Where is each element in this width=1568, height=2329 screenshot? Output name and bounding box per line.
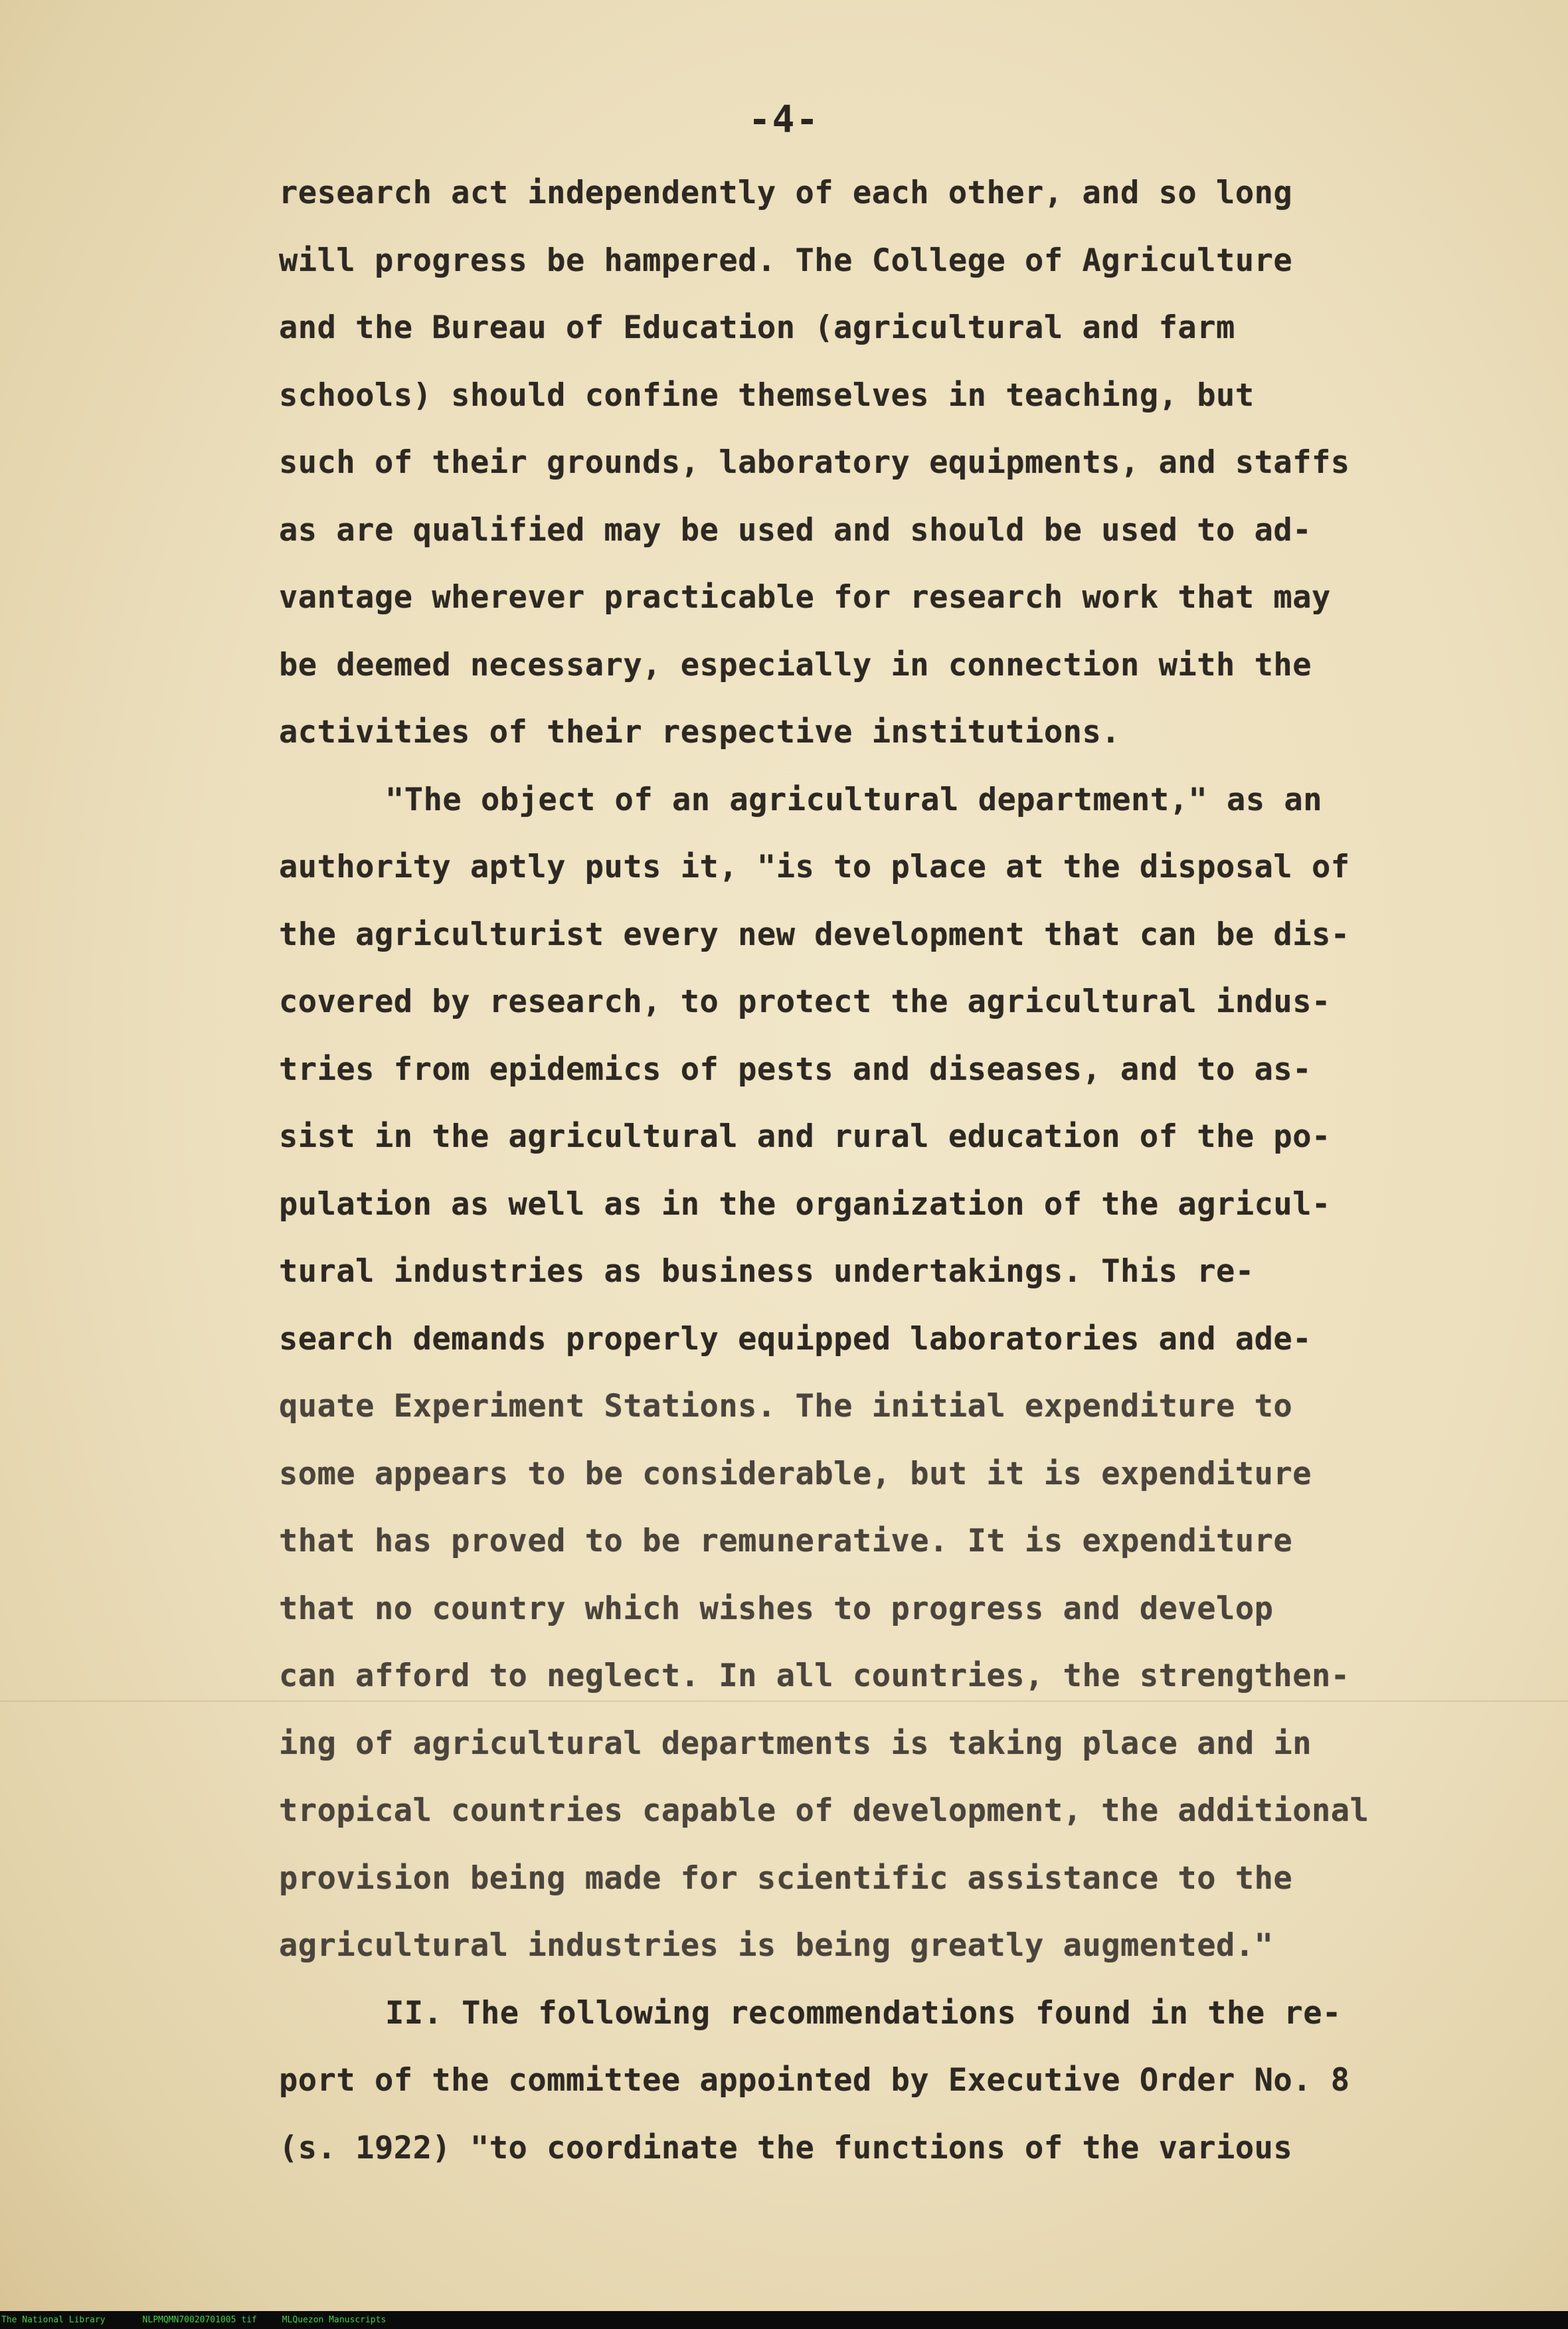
- text-line: will progress be hampered. The College of Agriculture: [279, 242, 1293, 279]
- text-line: pulation as well as in the organization of the agricul-: [279, 1185, 1331, 1223]
- text-line: II. The following recommendations found in the re-: [385, 1994, 1342, 2031]
- text-line: tropical countries capable of development, the additional: [279, 1792, 1369, 1829]
- text-line: tries from epidemics of pests and diseases, and to as-: [279, 1051, 1312, 1088]
- text-line: sist in the agricultural and rural education of the po-: [279, 1118, 1331, 1155]
- footer-file-id: NLPMQMN70020701005 tif: [142, 2315, 257, 2325]
- text-line: that no country which wishes to progress and develop: [279, 1590, 1274, 1627]
- text-line: quate Experiment Stations. The initial expenditure to: [279, 1388, 1293, 1424]
- text-line: such of their grounds, laboratory equipments, and staffs: [279, 444, 1350, 481]
- text-line: schools) should confine themselves in teaching, but: [279, 377, 1255, 414]
- page-number: -4-: [748, 98, 820, 141]
- text-line: research act independently of each other, and so long: [279, 175, 1293, 211]
- text-line: tural industries as business undertakings. This re-: [279, 1253, 1255, 1290]
- text-line: some appears to be considerable, but it is expenditure: [279, 1455, 1312, 1492]
- body-text: [279, 159, 1461, 2182]
- text-line: covered by research, to protect the agricultural indus-: [279, 984, 1331, 1020]
- scan-footer-bar: [0, 2311, 1568, 2329]
- text-line: as are qualified may be used and should be used to ad-: [279, 511, 1312, 549]
- footer-library: The National Library: [1, 2315, 106, 2325]
- text-line: provision being made for scientific assistance to the: [279, 1859, 1293, 1897]
- text-line: vantage wherever practicable for research work that may: [279, 579, 1331, 616]
- text-line: authority aptly puts it, "is to place at the disposal of: [279, 849, 1350, 885]
- text-line: be deemed necessary, especially in connection with the: [279, 646, 1312, 683]
- text-line: search demands properly equipped laboratories and ade-: [279, 1320, 1312, 1357]
- text-line: port of the committee appointed by Executive Order No. 8: [279, 2062, 1350, 2099]
- text-line: agricultural industries is being greatly augmented.": [279, 1927, 1274, 1964]
- text-line: that has proved to be remunerative. It is expenditure: [279, 1523, 1293, 1559]
- text-line: activities of their respective institutions.: [279, 714, 1121, 750]
- text-line: (s. 1922) "to coordinate the functions of the various: [279, 2129, 1293, 2166]
- text-line: "The object of an agricultural department," as an: [385, 781, 1323, 818]
- text-line: can afford to neglect. In all countries, the strengthen-: [279, 1658, 1350, 1694]
- text-line: ing of agricultural departments is taking place and in: [279, 1725, 1312, 1762]
- text-line: the agriculturist every new development that can be dis-: [279, 916, 1350, 953]
- text-line: and the Bureau of Education (agricultural and farm: [279, 309, 1235, 346]
- footer-collection: MLQuezon Manuscripts: [282, 2315, 387, 2325]
